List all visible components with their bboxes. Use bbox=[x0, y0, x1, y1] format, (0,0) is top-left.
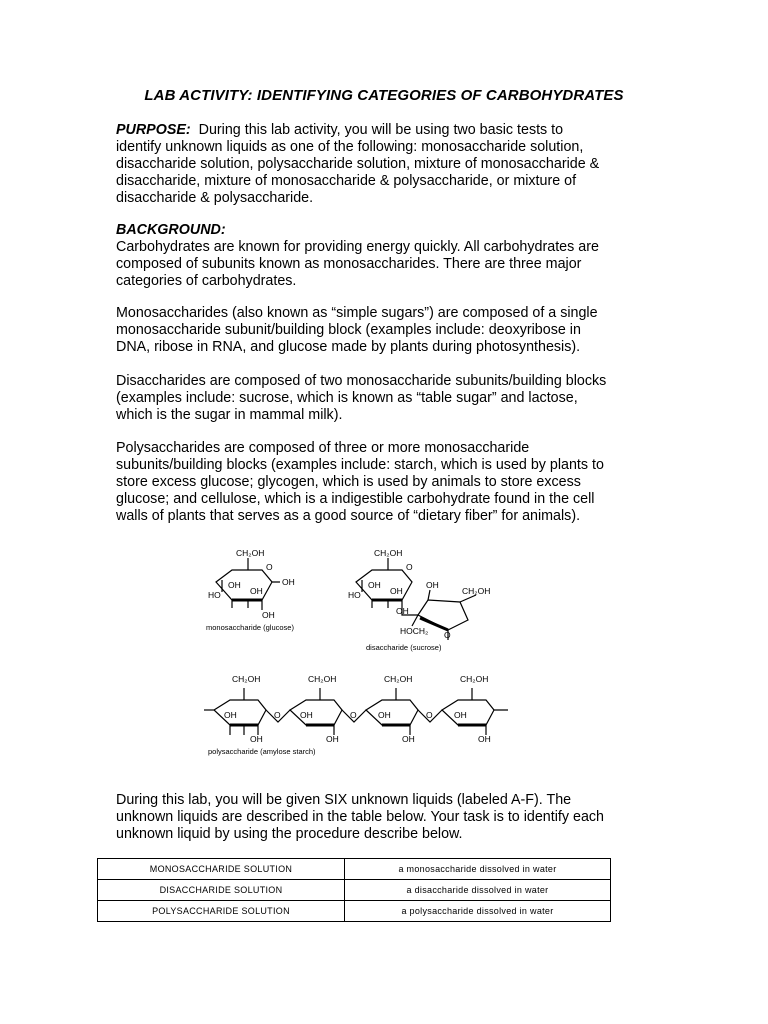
table-row bbox=[98, 880, 611, 901]
glucose-ho-label: HO bbox=[208, 590, 221, 600]
amylose-o-label: O bbox=[274, 710, 281, 720]
sucrose-oh-label: OH bbox=[368, 580, 381, 590]
sucrose-ho-label: HO bbox=[348, 590, 361, 600]
background-heading: BACKGROUND: bbox=[116, 222, 226, 238]
paragraph-line: Disaccharides are composed of two monosaccharide subunits/building blocks bbox=[116, 373, 607, 389]
sucrose-o-label: O bbox=[406, 562, 413, 572]
paragraph-line: Polysaccharides are composed of three or more monosaccharide bbox=[116, 440, 530, 456]
amylose-oh-label: OH bbox=[326, 734, 339, 744]
disaccharides-paragraph bbox=[116, 373, 676, 424]
carbohydrate-types-table bbox=[97, 858, 611, 922]
table-row bbox=[98, 859, 611, 880]
paragraph-line: unknown liquid by using the procedure describe below. bbox=[116, 826, 463, 842]
purpose-line: disaccharide solution, polysaccharide solution, mixture of monosaccharide & bbox=[116, 156, 600, 172]
amylose-oh-label: OH bbox=[402, 734, 415, 744]
sucrose-oh-label: OH bbox=[396, 606, 409, 616]
monosaccharides-paragraph bbox=[116, 305, 676, 356]
table-cell-type: POLYSACCHARIDE SOLUTION bbox=[98, 901, 345, 922]
paragraph-line: monosaccharide subunit/building block (examples include: deoxyribose in bbox=[116, 322, 581, 338]
amylose-ch2oh-label: CH₂OH bbox=[460, 674, 489, 684]
paragraph-line: store excess glucose; glycogen, which is used by animals to store excess bbox=[116, 474, 581, 490]
page-title: LAB ACTIVITY: IDENTIFYING CATEGORIES OF CARBOHYDRATES bbox=[144, 87, 624, 104]
structures-diagram bbox=[190, 540, 550, 765]
glucose-oh-label: OH bbox=[250, 586, 263, 596]
amylose-o-label: O bbox=[426, 710, 433, 720]
amylose-caption: polysaccharide (amylose starch) bbox=[208, 747, 316, 756]
background-intro-line: composed of subunits known as monosaccharides. There are three major bbox=[116, 256, 582, 272]
paragraph-line: walls of plants that serves as a good source of “dietary fiber” for animals). bbox=[116, 508, 581, 524]
purpose-line: disaccharide, mixture of monosaccharide & polysaccharide, or mixture of bbox=[116, 173, 577, 189]
amylose-oh-label: OH bbox=[300, 710, 313, 720]
lab-intro-paragraph bbox=[116, 792, 676, 843]
amylose-oh-label: OH bbox=[224, 710, 237, 720]
table-cell-type: MONOSACCHARIDE SOLUTION bbox=[98, 859, 345, 880]
sucrose-o-label: O bbox=[444, 630, 451, 640]
background-section bbox=[116, 222, 676, 290]
amylose-ch2oh-label: CH₂OH bbox=[384, 674, 413, 684]
purpose-text: During this lab activity, you will be using two basic tests to bbox=[198, 122, 564, 138]
purpose-section bbox=[116, 122, 676, 207]
paragraph-line: subunits/building blocks (examples include: starch, which is used by plants to bbox=[116, 457, 604, 473]
amylose-oh-label: OH bbox=[378, 710, 391, 720]
glucose-o-label: O bbox=[266, 562, 273, 572]
purpose-line: identify unknown liquids as one of the following: monosaccharide solution, bbox=[116, 139, 584, 155]
carbohydrate-structures-figure bbox=[190, 540, 550, 765]
paragraph-line: (examples include: sucrose, which is known as “table sugar” and lactose, bbox=[116, 390, 578, 406]
amylose-oh-label: OH bbox=[478, 734, 491, 744]
background-intro-line: categories of carbohydrates. bbox=[116, 273, 297, 289]
polysaccharides-paragraph bbox=[116, 440, 676, 525]
glucose-oh-label: OH bbox=[282, 577, 295, 587]
paragraph-line: unknown liquids are described in the table below. Your task is to identify each bbox=[116, 809, 604, 825]
sucrose-caption: disaccharide (sucrose) bbox=[366, 643, 442, 652]
purpose-heading: PURPOSE: bbox=[116, 122, 191, 138]
table-cell-description: a monosaccharide dissolved in water bbox=[345, 859, 611, 880]
sucrose-hoch2-label: HOCH₂ bbox=[400, 626, 429, 636]
table-cell-description: a disaccharide dissolved in water bbox=[345, 880, 611, 901]
sucrose-ch2oh-label: CH₂OH bbox=[374, 548, 403, 558]
table-cell-description: a polysaccharide dissolved in water bbox=[345, 901, 611, 922]
paragraph-line: which is the sugar in mammal milk). bbox=[116, 407, 343, 423]
paragraph-line: During this lab, you will be given SIX unknown liquids (labeled A-F). The bbox=[116, 792, 572, 808]
sucrose-ch2oh-label: CH₂OH bbox=[462, 586, 491, 596]
table-row bbox=[98, 901, 611, 922]
purpose-line-1 bbox=[116, 122, 676, 139]
glucose-oh-label: OH bbox=[228, 580, 241, 590]
sucrose-oh-label: OH bbox=[426, 580, 439, 590]
glucose-oh-label: OH bbox=[262, 610, 275, 620]
paragraph-line: DNA, ribose in RNA, and glucose made by plants during photosynthesis). bbox=[116, 339, 581, 355]
purpose-line: disaccharide & polysaccharide. bbox=[116, 190, 314, 206]
amylose-ch2oh-label: CH₂OH bbox=[308, 674, 337, 684]
paragraph-line: Monosaccharides (also known as “simple sugars”) are composed of a single bbox=[116, 305, 598, 321]
background-intro-line: Carbohydrates are known for providing energy quickly. All carbohydrates are bbox=[116, 239, 599, 255]
amylose-o-label: O bbox=[350, 710, 357, 720]
glucose-caption: monosaccharide (glucose) bbox=[206, 623, 294, 632]
amylose-oh-label: OH bbox=[454, 710, 467, 720]
paragraph-line: glucose; and cellulose, which is a indigestible carbohydrate found in the cell bbox=[116, 491, 595, 507]
table-cell-type: DISACCHARIDE SOLUTION bbox=[98, 880, 345, 901]
glucose-ch2oh-label: CH₂OH bbox=[236, 548, 265, 558]
amylose-ch2oh-label: CH₂OH bbox=[232, 674, 261, 684]
sucrose-oh-label: OH bbox=[390, 586, 403, 596]
amylose-oh-label: OH bbox=[250, 734, 263, 744]
